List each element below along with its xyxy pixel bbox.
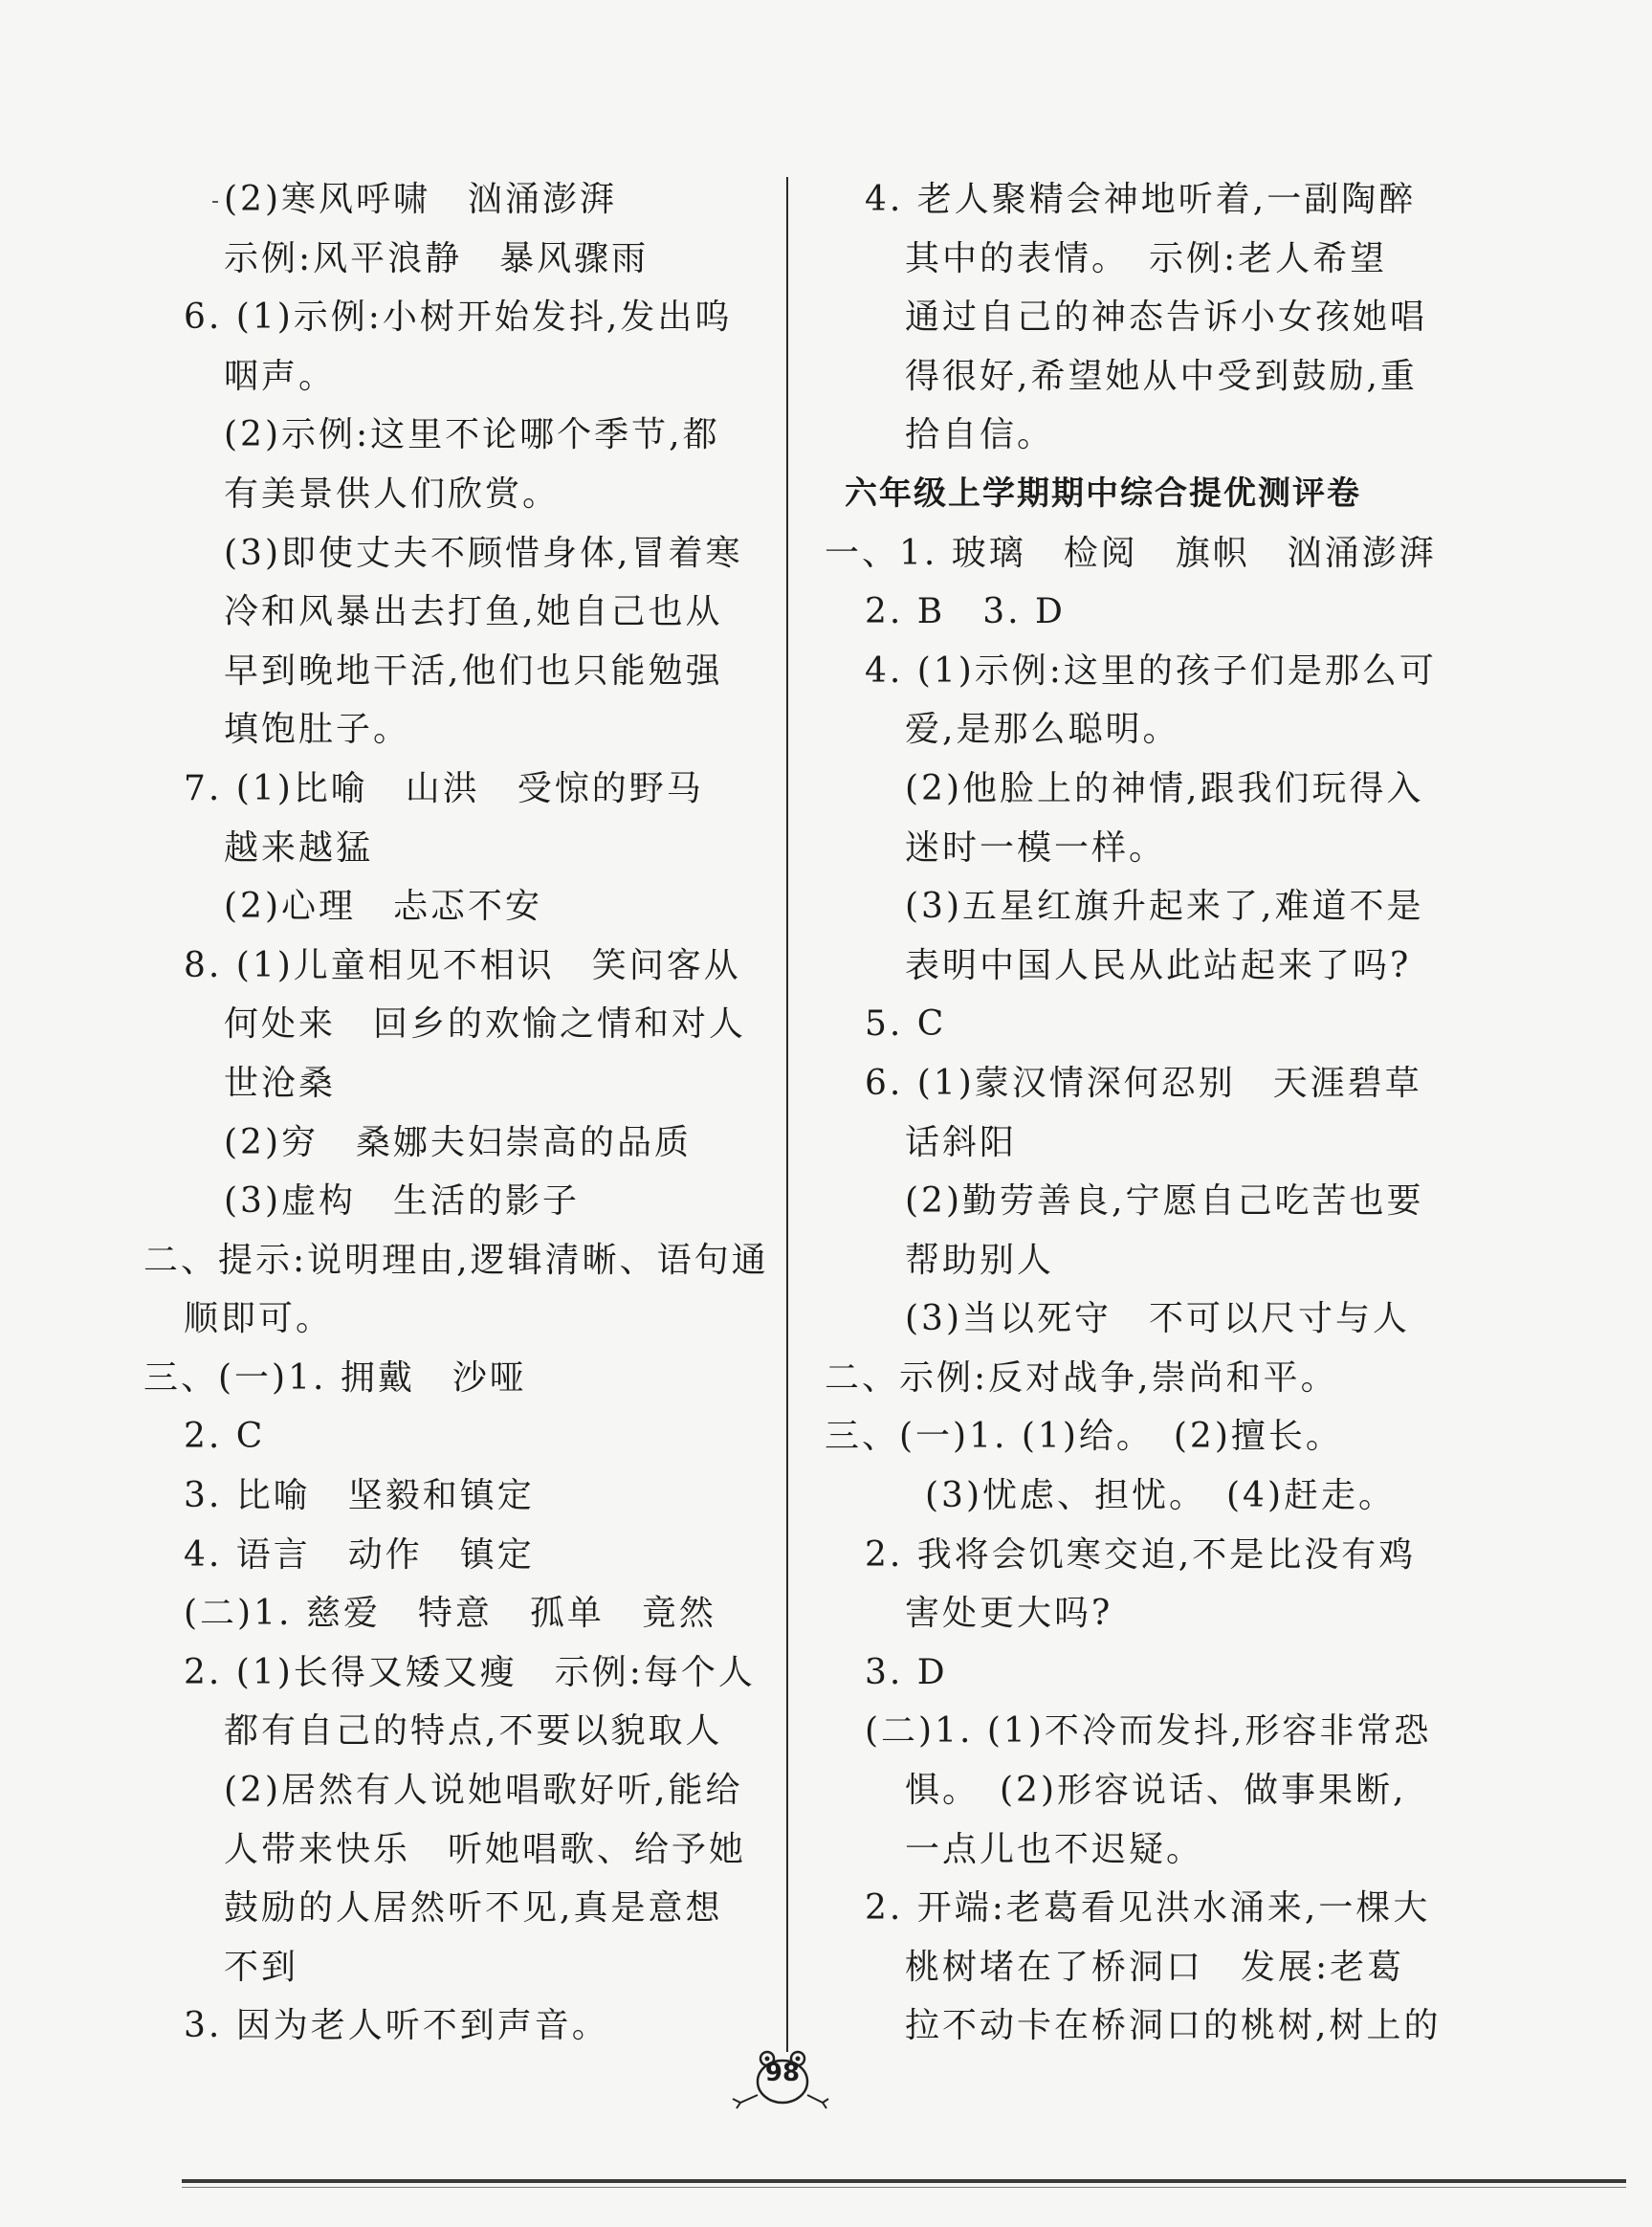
answer-line: (3)当以死守 不可以尺寸与人 <box>905 1299 1410 1339</box>
answer-line: 2. 开端:老葛看见洪水涌来,一棵大 <box>865 1888 1431 1929</box>
answer-line: 得很好,希望她从中受到鼓励,重 <box>905 356 1418 396</box>
answer-line: 4. 老人聚精会神地听着,一副陶醉 <box>865 180 1417 219</box>
answer-line: (2)他脸上的神情,跟我们玩得入 <box>905 768 1424 808</box>
answer-line: 填饱肚子。 <box>224 710 411 750</box>
answer-line: 4. (1)示例:这里的孩子们是那么可 <box>865 650 1437 691</box>
answer-line: 帮助别人 <box>905 1240 1055 1280</box>
answer-line: 顺即可。 <box>184 1299 334 1339</box>
answer-line: (二)1. 慈爱 特意 孤单 竟然 <box>184 1594 716 1634</box>
answer-line: 3. 比喻 坚毅和镇定 <box>184 1476 535 1516</box>
answer-line: 一、1. 玻璃 检阅 旗帜 汹涌澎湃 <box>825 533 1437 573</box>
answer-line: (2)心理 忐忑不安 <box>224 887 542 927</box>
answer-line: 迷时一模一样。 <box>905 827 1167 868</box>
answer-line: 话斜阳 <box>905 1122 1018 1162</box>
answer-line: 2. 我将会饥寒交迫,不是比没有鸡 <box>865 1534 1417 1575</box>
answer-line: 何处来 回乡的欢愉之情和对人 <box>224 1004 747 1045</box>
page-number-badge <box>727 2045 832 2112</box>
answer-line: 桃树堵在了桥洞口 发展:老葛 <box>905 1947 1405 1987</box>
answer-line: (3)虚构 生活的影子 <box>224 1181 580 1222</box>
answer-line: 2. B 3. D <box>865 592 1066 632</box>
answer-line: 三、(一)1. (1)给。 (2)擅长。 <box>825 1417 1343 1457</box>
answer-line: 拾自信。 <box>905 415 1055 455</box>
page-number: 98 <box>764 2059 801 2087</box>
answer-line: 爱,是那么聪明。 <box>905 710 1180 750</box>
answer-line: (3)即使丈夫不顾惜身体,冒着寒 <box>224 533 743 573</box>
answer-line: 人带来快乐 听她唱歌、给予她 <box>224 1829 747 1869</box>
answer-line: 鼓励的人居然听不见,真是意想 <box>224 1888 723 1929</box>
right-column <box>825 170 1456 2056</box>
answer-line: 6. (1)示例:小树开始发抖,发出呜 <box>184 298 733 338</box>
answer-line: 二、示例:反对战争,崇尚和平。 <box>825 1357 1338 1398</box>
footer-rule <box>182 2179 1626 2183</box>
answer-line: 不到 <box>224 1947 299 1987</box>
answer-line: 通过自己的神态告诉小女孩她唱 <box>905 298 1428 338</box>
answer-line: (3)五星红旗升起来了,难道不是 <box>905 887 1424 927</box>
answer-line: (2)勤劳善良,宁愿自己吃苦也要 <box>905 1181 1424 1222</box>
answer-line: 7. (1)比喻 山洪 受惊的野马 <box>184 768 704 808</box>
answer-line: 3. D <box>865 1652 948 1692</box>
answer-line: 二、提示:说明理由,逻辑清晰、语句通 <box>143 1240 769 1280</box>
answer-line: 咽声。 <box>224 356 337 396</box>
answer-line: 5. C <box>865 1004 947 1045</box>
answer-line: 害处更大吗? <box>905 1594 1113 1634</box>
column-divider <box>786 177 788 2052</box>
answer-line: 一点儿也不迟疑。 <box>905 1829 1204 1869</box>
answer-line: 世沧桑 <box>224 1063 337 1103</box>
footer-rule-thin <box>182 2187 1626 2188</box>
answer-line: 有美景供人们欣赏。 <box>224 474 561 514</box>
answer-line: 三、(一)1. 拥戴 沙哑 <box>143 1357 527 1398</box>
answer-line: 2. C <box>184 1417 266 1457</box>
answer-line: (2)寒风呼啸 汹涌澎湃 <box>224 180 617 219</box>
answer-line: 6. (1)蒙汉情深何忍别 天涯碧草 <box>865 1063 1422 1103</box>
answer-line: 惧。 (2)形容说话、做事果断, <box>905 1771 1407 1811</box>
answer-line: 4. 语言 动作 镇定 <box>184 1534 535 1575</box>
answer-line: 都有自己的特点,不要以貌取人 <box>224 1711 723 1752</box>
answer-line: 拉不动卡在桥洞口的桃树,树上的 <box>905 2006 1442 2046</box>
answer-line: 早到晚地干活,他们也只能勉强 <box>224 650 723 691</box>
left-column <box>143 170 784 2056</box>
answer-line: 2. (1)长得又矮又瘦 示例:每个人 <box>184 1652 756 1692</box>
section-heading: 六年级上学期期中综合提优测评卷 <box>845 474 1361 513</box>
answer-line: (2)居然有人说她唱歌好听,能给 <box>224 1771 743 1811</box>
answer-line: 示例:风平浪静 暴风骤雨 <box>224 238 650 278</box>
answer-line: (二)1. (1)不冷而发抖,形容非常恐 <box>865 1711 1432 1752</box>
answer-line: (2)穷 桑娜夫妇崇高的品质 <box>224 1122 692 1162</box>
answer-line: (2)示例:这里不论哪个季节,都 <box>224 415 720 455</box>
answer-line: 表明中国人民从此站起来了吗? <box>905 945 1412 985</box>
answer-line: 冷和风暴出去打鱼,她自己也从 <box>224 592 723 632</box>
answer-line: 8. (1)儿童相见不相识 笑问客从 <box>184 945 741 985</box>
answer-line: 其中的表情。 示例:老人希望 <box>905 238 1388 278</box>
answer-line: 3. 因为老人听不到声音。 <box>184 2006 609 2046</box>
answer-line: (3)忧虑、担忧。 (4)赶走。 <box>925 1476 1396 1516</box>
answer-line: 越来越猛 <box>224 827 374 868</box>
